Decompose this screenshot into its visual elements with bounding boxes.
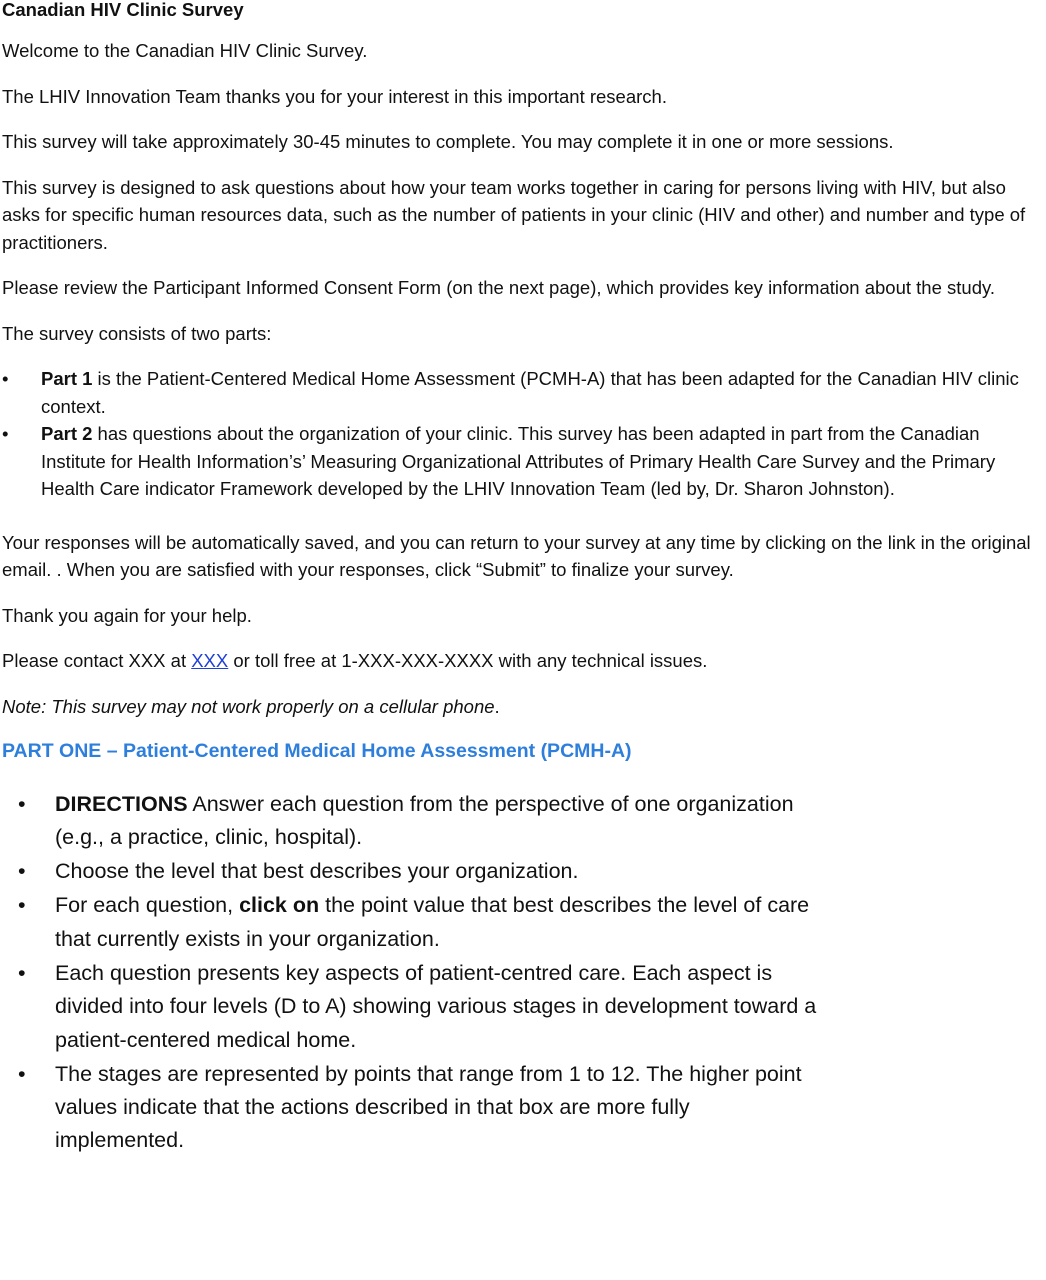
direction-text: Each question presents key aspects of patient-centred care. Each aspect is divided into four levels (D to A) showing various stages in development toward a patient-centered medical home. xyxy=(55,960,817,1052)
list-item xyxy=(2,788,822,855)
saved-paragraph: Your responses will be automatically saved, and you can return to your survey at any time by clicking on the link in the original email. . When you are satisfied with your responses, click “Submit” to finalize your survey. xyxy=(2,531,1031,580)
thanks-paragraph: The LHIV Innovation Team thanks you for your interest in this important research. xyxy=(2,85,667,107)
bullet-icon: • xyxy=(18,893,26,918)
contact-text-after: or toll free at 1-XXX-XXX-XXXX with any technical issues. xyxy=(228,650,708,671)
bullet-icon: • xyxy=(18,1061,26,1086)
consent-paragraph: Please review the Participant Informed Consent Form (on the next page), which provides key information about the study. xyxy=(2,277,996,298)
list-item xyxy=(2,957,822,1057)
contact-text-before: Please contact XXX at xyxy=(2,650,192,671)
part-description: has questions about the organization of your clinic. This survey has been adapted in part from the Canadian Institute for Health Information’s’ Measuring Organizational Attributes of Primary Health Care Survey and the Primary Health Care indicator Framework developed by the LHIV Innovation Team (led by, Dr. Sharon Johnston). xyxy=(41,423,996,499)
list-item xyxy=(2,420,1044,503)
bullet-icon: • xyxy=(2,423,9,444)
list-item xyxy=(2,1058,822,1158)
bullet-icon: • xyxy=(2,368,9,389)
parts-list xyxy=(2,365,1044,503)
list-item xyxy=(2,855,822,888)
design-paragraph: This survey is designed to ask questions about how your team works together in caring for persons living with HIV, but also asks for specific human resources data, such as the number of patients in your clinic (HIV and other) and number and type of practitioners. xyxy=(2,176,1026,253)
document-title: Canadian HIV Clinic Survey xyxy=(2,0,244,20)
bullet-icon: • xyxy=(18,791,26,816)
directions-list xyxy=(2,788,822,1158)
direction-emphasis: click on xyxy=(239,893,320,918)
part-description: is the Patient-Centered Medical Home Assessment (PCMH-A) that has been adapted for the Canadian HIV clinic context. xyxy=(41,368,1019,417)
direction-text-after: the point value that best describes the level of care that currently exists in your organization. xyxy=(55,893,810,951)
list-item xyxy=(2,889,822,956)
welcome-paragraph: Welcome to the Canadian HIV Clinic Survey. xyxy=(2,40,368,61)
bullet-icon: • xyxy=(18,960,26,985)
parts-intro: The survey consists of two parts: xyxy=(2,322,272,344)
duration-paragraph: This survey will take approximately 30-45 minutes to complete. You may complete it in one or more sessions. xyxy=(2,131,894,152)
part-label: Part 1 xyxy=(41,368,93,389)
direction-text: The stages are represented by points that range from 1 to 12. The higher point values indicate that the actions described in that box are more fully implemented. xyxy=(55,1061,802,1153)
part-label: Part 2 xyxy=(41,423,93,444)
contact-email-link[interactable]: XXX xyxy=(191,650,229,671)
note-end: . xyxy=(494,695,500,717)
direction-text: Choose the level that best describes your organization. xyxy=(55,859,579,884)
note-paragraph xyxy=(2,693,1044,721)
bullet-icon: • xyxy=(18,859,26,884)
note-text: Note: This survey may not work properly on a cellular phone xyxy=(2,695,495,717)
thank-again-paragraph: Thank you again for your help. xyxy=(2,604,252,626)
part-one-heading: PART ONE – Patient-Centered Medical Home Assessment (PCMH-A) xyxy=(2,740,632,762)
contact-paragraph xyxy=(2,647,1044,675)
survey-document xyxy=(2,0,1044,1159)
directions-label: DIRECTIONS xyxy=(55,791,188,816)
list-item xyxy=(2,365,1044,420)
direction-text: Answer each question from the perspective of one organization (e.g., a practice, clinic, hospital). xyxy=(55,791,794,849)
direction-text-before: For each question, xyxy=(55,893,240,918)
